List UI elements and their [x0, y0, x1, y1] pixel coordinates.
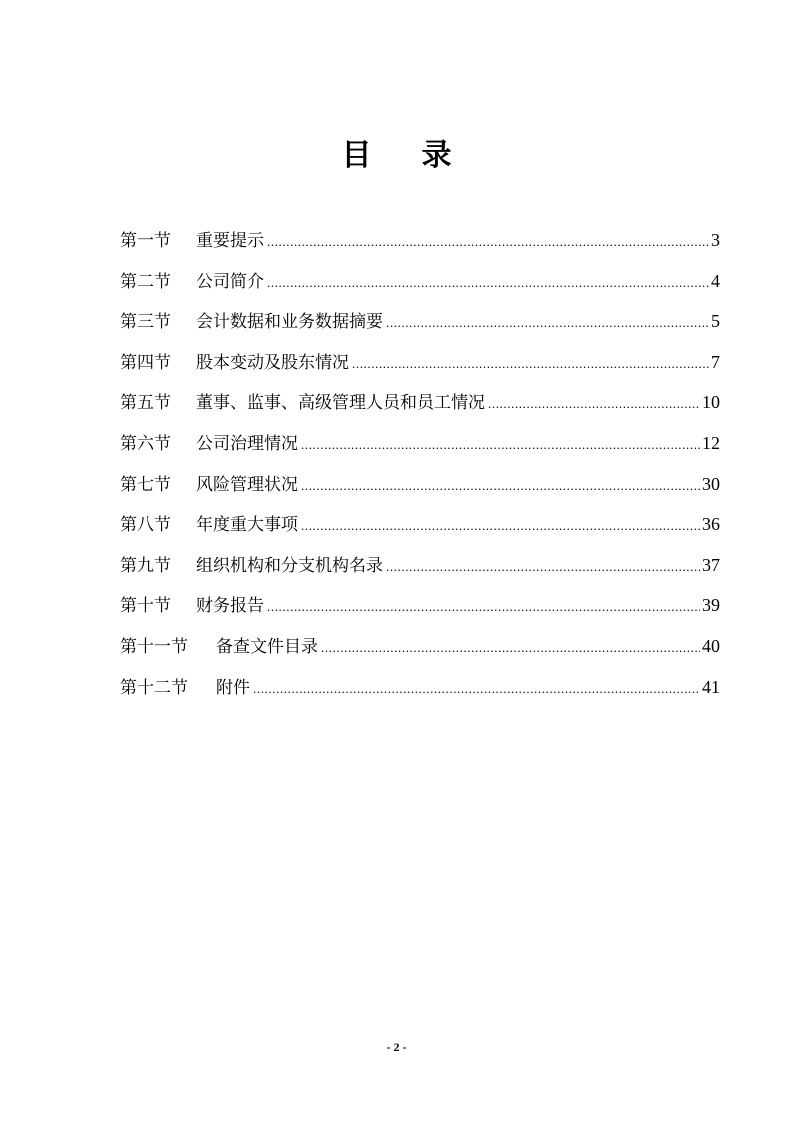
dot-leader	[321, 630, 700, 666]
dot-leader	[386, 305, 709, 341]
toc-page-number: 41	[702, 676, 720, 697]
toc-entry-12[interactable]	[120, 669, 720, 710]
toc-entry-title: 会计数据和业务数据摘要	[196, 312, 383, 333]
toc-entry-9[interactable]	[120, 547, 720, 588]
toc-entry-title: 备查文件目录	[216, 636, 318, 657]
toc-section-label: 第六节	[120, 433, 171, 454]
toc-page-number: 4	[711, 270, 720, 291]
toc-page-number: 39	[702, 595, 720, 616]
page-title-char-1: 目	[341, 138, 372, 173]
toc-section-label: 第三节	[120, 312, 171, 333]
toc-page-number: 30	[702, 473, 720, 494]
dot-leader	[488, 386, 700, 422]
toc-page-number: 5	[711, 311, 720, 332]
toc-entry-title: 公司治理情况	[196, 433, 298, 454]
toc-page-number: 7	[711, 351, 720, 372]
dot-leader	[301, 427, 700, 463]
dot-leader	[267, 589, 700, 625]
toc-entry-title: 公司简介	[196, 271, 264, 292]
toc-entry-7[interactable]	[120, 466, 720, 507]
toc-entry-4[interactable]	[120, 344, 720, 385]
dot-leader	[352, 346, 709, 382]
toc-section-label: 第九节	[120, 555, 171, 576]
dot-leader	[267, 224, 709, 260]
toc-entry-title: 风险管理状况	[196, 474, 298, 495]
toc-entry-10[interactable]	[120, 587, 720, 628]
toc-entry-3[interactable]	[120, 303, 720, 344]
table-of-contents	[120, 222, 720, 709]
page-title-char-2: 录	[421, 138, 452, 173]
toc-page-number: 37	[702, 554, 720, 575]
toc-entry-title: 股本变动及股东情况	[196, 352, 349, 373]
toc-section-label: 第四节	[120, 352, 171, 373]
toc-page-number: 3	[711, 230, 720, 250]
dot-leader	[301, 508, 700, 544]
toc-section-label: 第十一节	[120, 636, 188, 657]
dot-leader	[301, 468, 700, 504]
toc-entry-title: 年度重大事项	[196, 515, 298, 536]
toc-page-number: 12	[702, 432, 720, 453]
toc-section-label: 第七节	[120, 474, 171, 495]
toc-page-number: 10	[702, 392, 720, 413]
toc-entry-title: 附件	[216, 677, 250, 698]
dot-leader	[253, 671, 700, 707]
toc-section-label: 第一节	[120, 231, 171, 251]
toc-entry-2[interactable]	[120, 263, 720, 304]
toc-section-label: 第二节	[120, 271, 171, 292]
toc-section-label: 第十节	[120, 596, 171, 617]
toc-entry-8[interactable]	[120, 506, 720, 547]
toc-section-label: 第十二节	[120, 677, 188, 698]
toc-entry-6[interactable]	[120, 425, 720, 466]
page-footer-number: - 2 -	[386, 1040, 407, 1054]
toc-entry-5[interactable]	[120, 384, 720, 425]
toc-page-number: 36	[702, 514, 720, 535]
toc-entry-title: 财务报告	[196, 596, 264, 617]
toc-section-label: 第八节	[120, 515, 171, 536]
toc-entry-title: 董事、监事、高级管理人员和员工情况	[196, 393, 485, 414]
page-title	[0, 134, 793, 178]
toc-entry-title: 组织机构和分支机构名录	[196, 555, 383, 576]
toc-page-number: 40	[702, 635, 720, 656]
toc-entry-11[interactable]	[120, 628, 720, 669]
toc-entry-1[interactable]	[120, 222, 720, 263]
dot-leader	[386, 549, 700, 585]
toc-entry-title: 重要提示	[196, 231, 264, 251]
toc-section-label: 第五节	[120, 393, 171, 414]
dot-leader	[267, 265, 709, 301]
